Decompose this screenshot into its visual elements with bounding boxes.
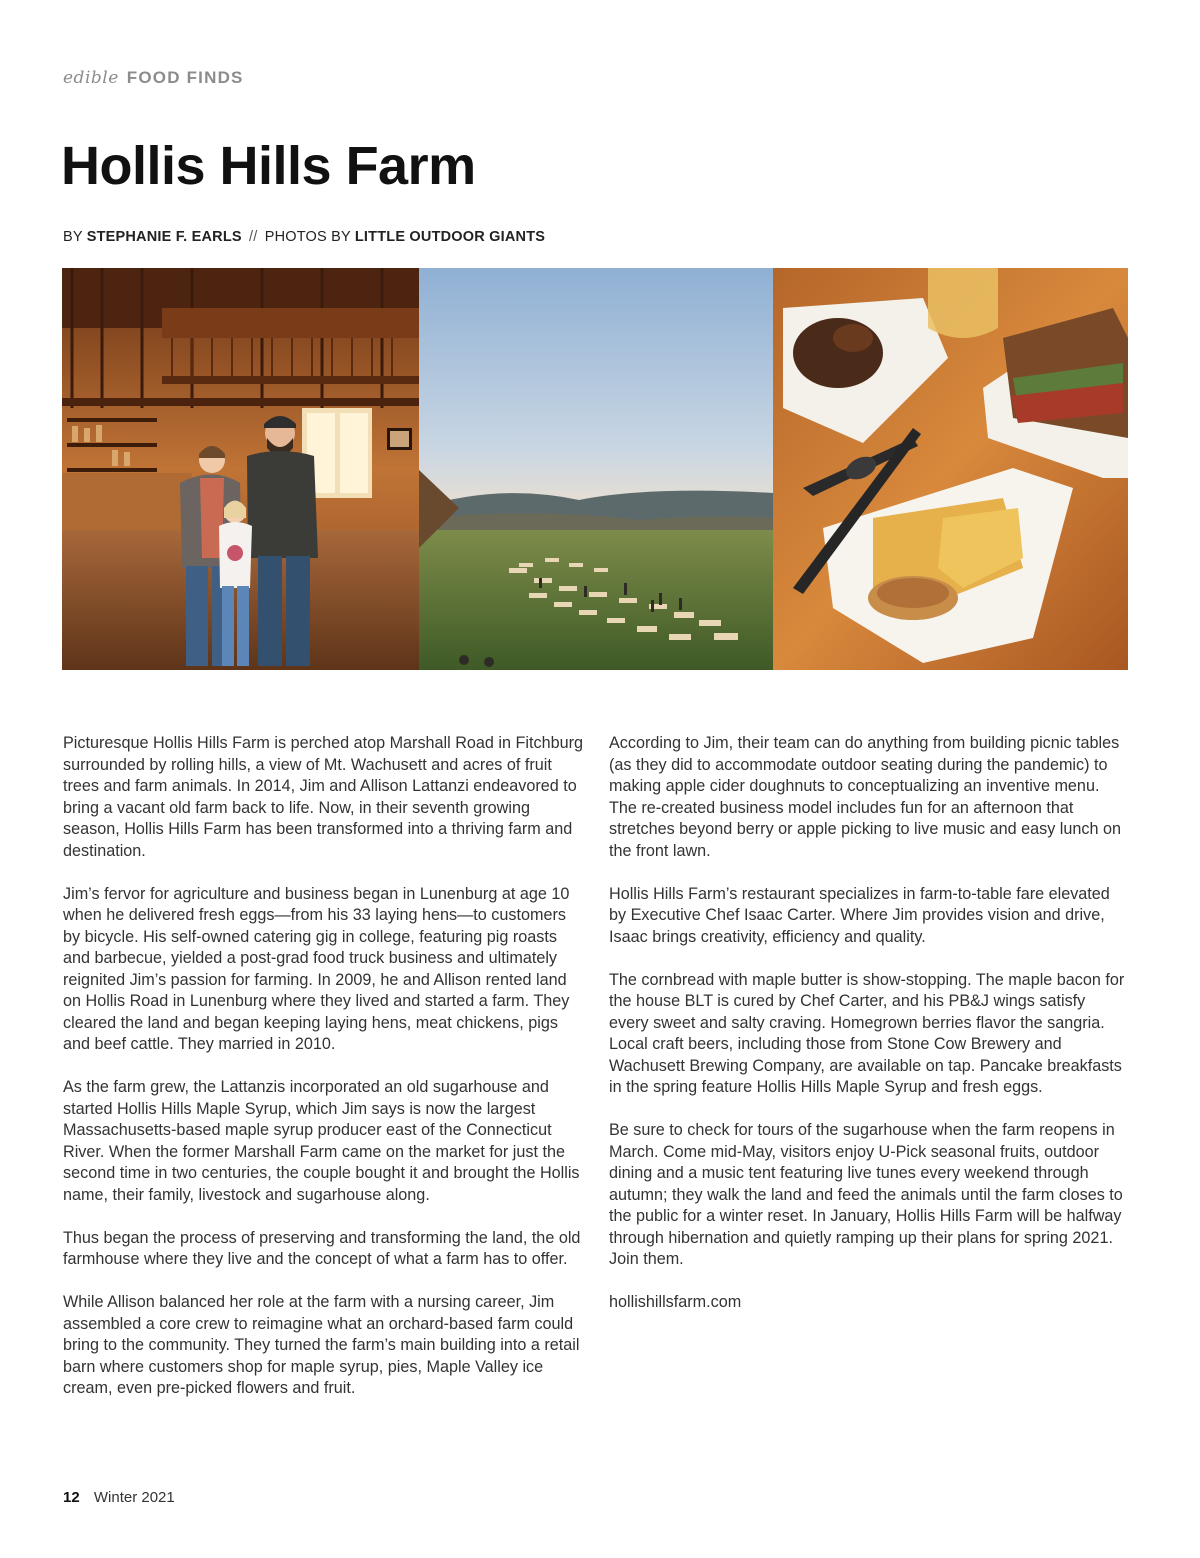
byline-separator: // — [249, 229, 258, 245]
article-paragraph: Thus began the process of preserving and transforming the land, the old farmhouse where they live and the concept of what a farm has to offer. — [63, 1228, 581, 1268]
article-paragraph: Jim’s fervor for agriculture and business began in Lunenburg at age 10 when he delivered fresh eggs—from his 33 laying hens—to customers by bicycle. His self-owned catering gig in college, featuring pig roasts and barbecue, yielded a post-grad food truck business and ultimately reignited Jim’s passion for farming. In 2009, he and Allison rented land on Hollis Road in Lunenburg where they lived and started a farm. They cleared the land and began keeping laying hens, meat chickens, pigs and beef cattle. They married in 2010. — [63, 884, 570, 1053]
field-picnic-tables-photo — [419, 268, 773, 670]
byline-photographer: LITTLE OUTDOOR GIANTS — [354, 229, 546, 245]
website-link[interactable]: hollishillsfarm.com — [609, 1293, 742, 1311]
byline-by: BY — [63, 229, 83, 245]
page-number: 12 — [63, 1489, 80, 1506]
article-paragraph: Picturesque Hollis Hills Farm is perched atop Marshall Road in Fitchburg surrounded by rolling hills, a view of Mt. Wachusett and acres of fruit trees and farm animals. In 2014, Jim and Allison Lattanzi endeavored to bring a vacant old farm back to life. Now, in their seventh growing season, Hollis Hills Farm has been transformed into a thriving farm and destination. — [63, 734, 584, 860]
kicker-edible: edible — [63, 68, 119, 88]
article-paragraph: Be sure to check for tours of the sugarhouse when the farm reopens in March. Come mid-May, visitors enjoy U-Pick seasonal fruits, outdoor dining and a music tent featuring live tunes every weekend through autumn; they walk the land and feed the animals until the farm closes to the public for a winter reset. In January, Hollis Hills Farm will be halfway through hibernation and quietly ramping up their plans for spring 2021. Join them. — [609, 1121, 1123, 1268]
page-footer — [63, 1489, 175, 1506]
article-column-left — [63, 733, 583, 1421]
article-paragraph: While Allison balanced her role at the farm with a nursing career, Jim assembled a core crew to reimagine what an orchard-based farm could bring to the community. They turned the farm’s main building into a retail barn where customers shop for maple syrup, pies, Maple Valley ice cream, even pre-picked flowers and fruit. — [63, 1293, 580, 1397]
kicker-section: FOOD FINDS — [126, 68, 244, 87]
byline — [63, 227, 545, 247]
cornbread-plates-photo — [773, 268, 1128, 670]
article-paragraph: Hollis Hills Farm’s restaurant specializes in farm-to-table fare elevated by Executive Chef Isaac Carter. Where Jim provides vision and drive, Isaac brings creativity, efficiency and quality. — [609, 884, 1110, 946]
article-paragraph: According to Jim, their team can do anything from building picnic tables (as they did to accommodate outdoor seating during the pandemic) to making apple cider doughnuts to conceptualizing an inventive menu. The re-created business model includes fun for an afternoon that stretches beyond berry or apple picking to live music and easy lunch on the front lawn. — [609, 734, 1121, 860]
byline-photos-by: PHOTOS BY — [264, 229, 351, 245]
article-column-right — [609, 733, 1129, 1335]
article-paragraph: As the farm grew, the Lattanzis incorporated an old sugarhouse and started Hollis Hills Maple Syrup, which Jim says is now the largest Massachusetts-based maple syrup producer east of the Connecticut River. When the former Marshall Farm came on the market for just the second time in two centuries, the couple bought it and brought the Hollis name, their family, livestock and sugarhouse along. — [63, 1078, 580, 1204]
family-in-barn-photo — [62, 268, 419, 670]
article-title: Hollis Hills Farm — [61, 136, 476, 196]
section-kicker — [63, 68, 244, 94]
byline-author: STEPHANIE F. EARLS — [86, 229, 242, 245]
photo-strip — [62, 268, 1128, 670]
article-paragraph: The cornbread with maple butter is show-stopping. The maple bacon for the house BLT is cured by Chef Carter, and his PB&J wings satisfy every sweet and salty craving. Homegrown berries flavor the sangria. Local craft beers, including those from Stone Cow Brewery and Wachusett Brewing Company, are available on tap. Pancake breakfasts in the spring feature Hollis Hills Maple Syrup and fresh eggs. — [609, 970, 1125, 1096]
issue-label: Winter 2021 — [93, 1489, 175, 1506]
